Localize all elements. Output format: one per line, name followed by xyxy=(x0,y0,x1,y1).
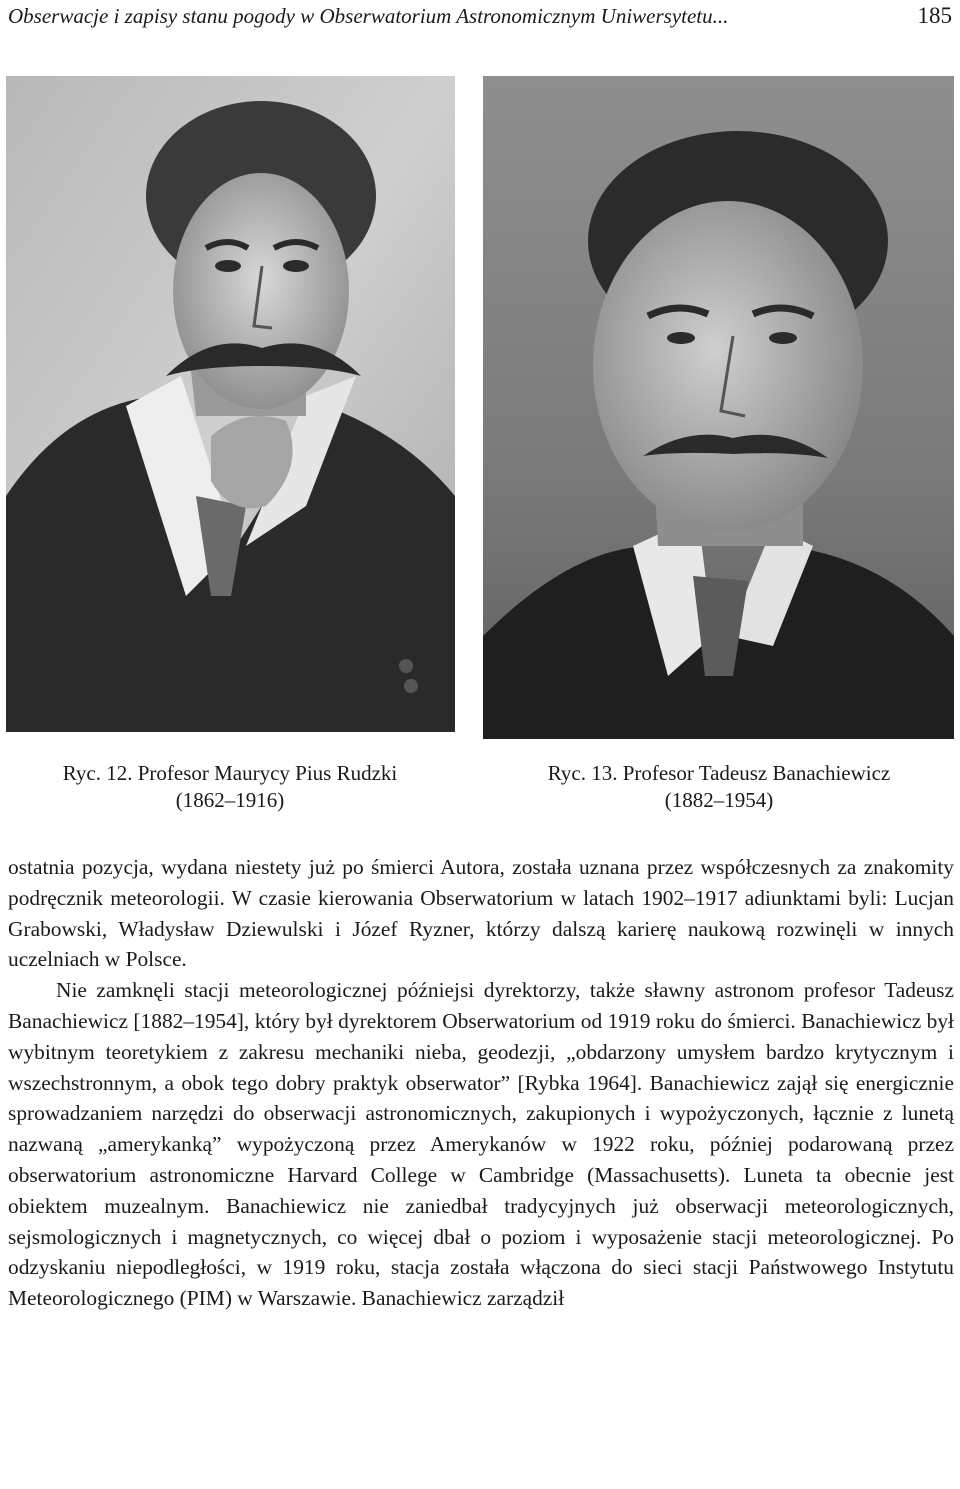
caption-dates: (1882–1954) xyxy=(664,788,774,812)
page-header xyxy=(8,2,952,32)
figure-rudzki-portrait xyxy=(6,76,455,732)
paragraph-1: ostatnia pozycja, wydana niestety już po śmierci Autora, została uznana przez współczesnych za znakomity podręcznik meteorologii. W czasie kierowania Obserwatorium w latach 1902–1917 adiunktami byli: Lucjan Grabowski, Władysław Dziewulski i Józef Ryzner, którzy dalszą karierę naukową rozwinęli w innych uczelniach w Polsce. xyxy=(8,855,954,972)
running-title: Obserwacje i zapisy stanu pogody w Obserwatorium Astronomicznym Uniwersytetu... xyxy=(8,4,729,28)
paragraph-2: Nie zamknęli stacji meteorologicznej późniejsi dyrektorzy, także sławny astronom profesor Tadeusz Banachiewicz [1882–1954], który był dyrektorem Obserwatorium od 1919 roku do śmierci. Banachiewicz był wybitnym teoretykiem z zakresu mechaniki nieba, geodezji, „obdarzony umysłem bardzo krytycznym i wszechstronnym, a obok tego dobry praktyk obserwator” [Rybka 1964]. Banachiewicz zajął się energicznie sprowadzaniem narzędzi do obserwacji astronomicznych, zakupionych i wypożyczonych, łącznie z lunetą nazwaną „amerykanką” wypożyczoną przez Amerykanów w 1922 roku, później podarowaną przez obserwatorium astronomiczne Harvard College w Cambridge (Massachusetts). Luneta ta obecnie jest obiektem muzealnym. Banachiewicz nie zaniedbał tradycyjnych już obserwacji meteorologicznych, sejsmologicznych i magnetycznych, co więcej dbał o poziom i wyposażenie stacji meteorologicznej. Po odzyskaniu niepodległości, w 1919 roku, stacja została włączona do sieci stacji Państwowego Instytutu Meteorologicznego (PIM) w Warszawie. Banachiewicz zarządził xyxy=(8,978,954,1311)
caption-dates: (1862–1916) xyxy=(175,788,285,812)
page-number: 185 xyxy=(917,3,952,28)
caption-title: Ryc. 13. Profesor Tadeusz Banachiewicz xyxy=(547,761,891,785)
portrait-photo-rudzki xyxy=(6,76,455,732)
figure-banachiewicz-portrait xyxy=(483,76,954,739)
portrait-photo-banachiewicz xyxy=(483,76,954,739)
figure-12-caption xyxy=(10,760,450,814)
body-text xyxy=(8,852,954,1314)
figure-13-caption xyxy=(494,760,944,814)
caption-title: Ryc. 12. Profesor Maurycy Pius Rudzki xyxy=(62,761,398,785)
